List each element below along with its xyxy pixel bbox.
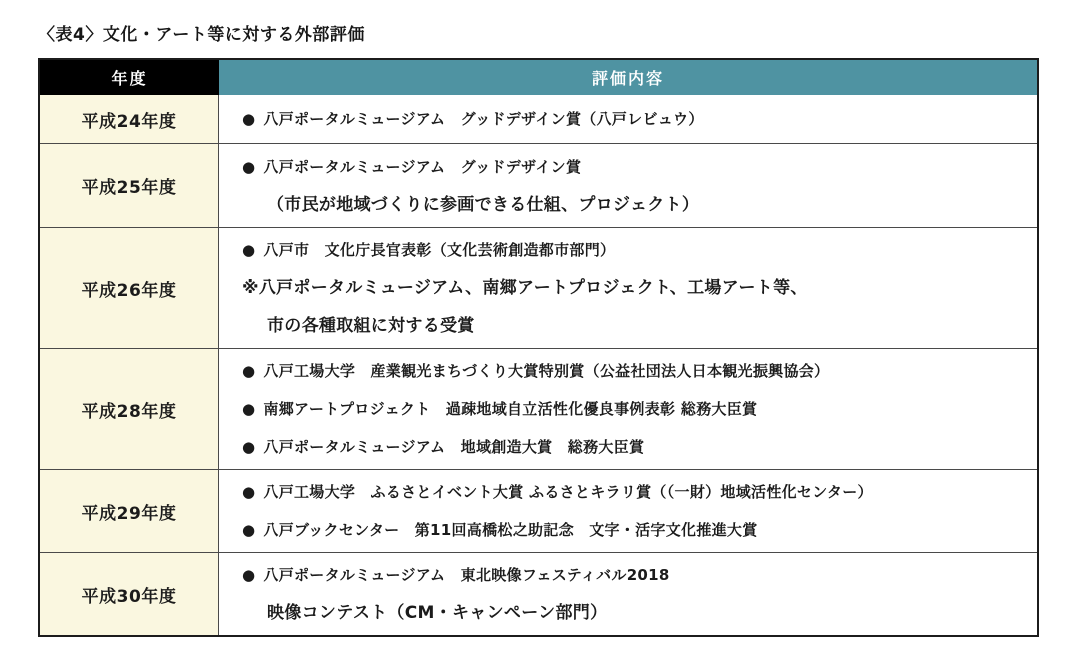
evaluation-line [242, 428, 1017, 466]
evaluation-line [242, 473, 1017, 511]
table-body [40, 95, 1037, 635]
table-row [40, 348, 1037, 469]
bullet-icon: ● [242, 110, 256, 128]
evaluation-line [242, 594, 1025, 632]
evaluation-text: 映像コンテスト（CM・キャンペーン部門） [267, 603, 608, 623]
evaluation-line [242, 269, 1025, 307]
evaluation-text: 八戸ブックセンター 第11回高橋松之助記念 文字・活字文化推進大賞 [263, 521, 758, 539]
evaluation-line [242, 511, 1017, 549]
evaluation-line [242, 390, 1017, 428]
evaluation-cell [219, 144, 1037, 227]
table-row [40, 469, 1037, 552]
evaluation-text: 八戸ポータルミュージアム グッドデザイン賞（八戸レビュウ） [263, 110, 704, 128]
evaluation-cell [219, 470, 1037, 552]
evaluation-cell [219, 95, 1037, 143]
table-header-row [40, 60, 1037, 95]
evaluation-text: 八戸ポータルミュージアム 地域創造大賞 総務大臣賞 [263, 438, 645, 456]
year-cell: 平成26年度 [40, 228, 219, 348]
bullet-icon: ● [242, 521, 256, 539]
bullet-icon: ● [242, 157, 256, 176]
evaluation-text: （市民が地域づくりに参画できる仕組、プロジェクト） [267, 194, 700, 215]
evaluation-line [242, 148, 1017, 186]
year-cell: 平成24年度 [40, 95, 219, 143]
year-cell: 平成28年度 [40, 349, 219, 469]
evaluation-text: 市の各種取組に対する受賞 [267, 316, 475, 336]
evaluation-line [242, 100, 1017, 138]
header-cell-year: 年度 [40, 60, 219, 95]
evaluation-text: 八戸ポータルミュージアム グッドデザイン賞 [263, 157, 582, 176]
evaluation-text: 南郷アートプロジェクト 過疎地域自立活性化優良事例表彰 総務大臣賞 [263, 400, 758, 418]
header-cell-content: 評価内容 [219, 60, 1037, 95]
bullet-icon: ● [242, 566, 256, 584]
evaluation-text: 八戸工場大学 ふるさとイベント大賞 ふるさとキラリ賞（（一財）地域活性化センター） [263, 483, 873, 501]
table-row [40, 552, 1037, 635]
evaluation-table [38, 58, 1039, 637]
bullet-icon: ● [242, 483, 256, 501]
table-row [40, 143, 1037, 227]
evaluation-line [242, 352, 1017, 390]
year-cell: 平成29年度 [40, 470, 219, 552]
table-caption: 〈表4〉文化・アート等に対する外部評価 [38, 25, 365, 45]
year-cell: 平成25年度 [40, 144, 219, 227]
evaluation-text: 八戸市 文化庁長官表彰（文化芸術創造都市部門） [263, 241, 616, 259]
table-row [40, 227, 1037, 348]
evaluation-line [242, 307, 1025, 345]
evaluation-line [242, 186, 1025, 224]
evaluation-cell [219, 553, 1037, 635]
year-cell: 平成30年度 [40, 553, 219, 635]
evaluation-line [242, 231, 1017, 269]
evaluation-cell [219, 228, 1037, 348]
bullet-icon: ● [242, 241, 256, 259]
evaluation-text: 八戸工場大学 産業観光まちづくり大賞特別賞（公益社団法人日本観光振興協会） [263, 362, 830, 380]
bullet-icon: ● [242, 362, 256, 380]
bullet-icon: ● [242, 438, 256, 456]
evaluation-cell [219, 349, 1037, 469]
bullet-icon: ● [242, 400, 256, 418]
table-row [40, 95, 1037, 143]
evaluation-text: 八戸ポータルミュージアム 東北映像フェスティバル2018 [263, 566, 670, 584]
evaluation-line [242, 556, 1017, 594]
evaluation-text: ※八戸ポータルミュージアム、南郷アートプロジェクト、工場アート等、 [242, 278, 808, 298]
